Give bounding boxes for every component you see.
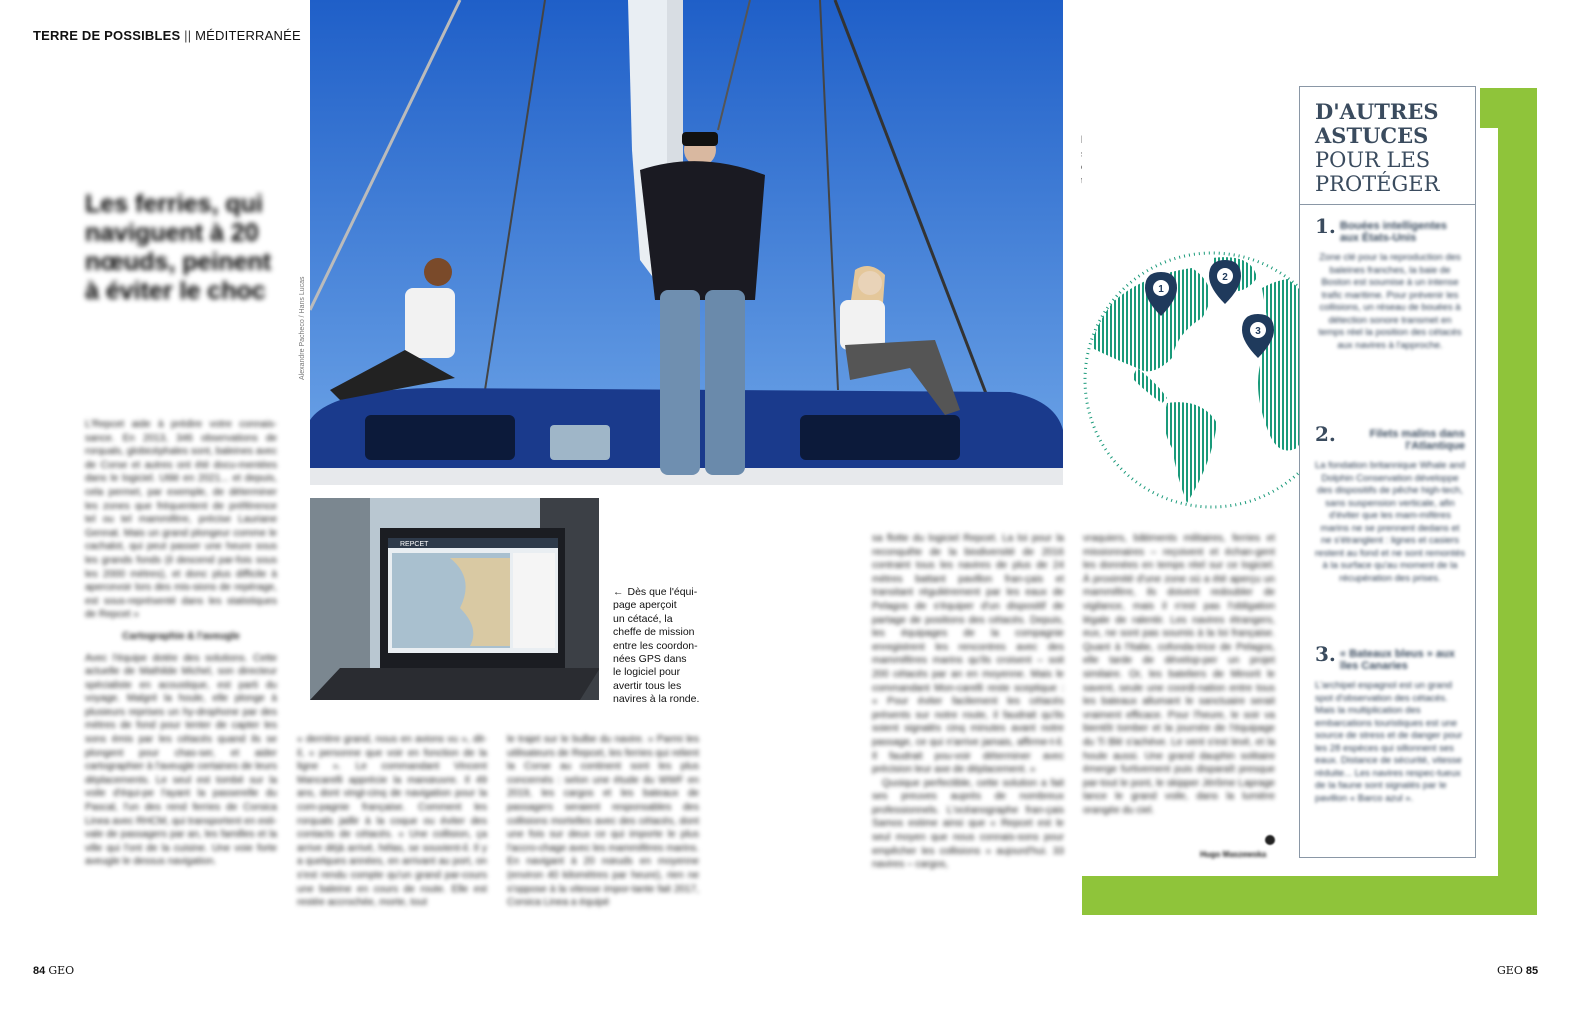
section-separator: || <box>184 28 192 43</box>
body-paragraph: L'Repcet aide à prédire votre connais-sance. En 2013, 346 observations de rorquals, globicéphales sont, baleines avec de Corse et autres ont été docu-mentées dans le logiciel. Utilé en 2021... et depuis, cela permet, par exemple, de déterminer les zones que fréquentent de préférence tel ou tel mammifère, précise Lauriane Gennat. Mais un grand plongeur comme le cachalot, qui peut passer une heure sous les grands fonds (il descend par-fois sous les 2000 mètres), et donc plus difficile à apercevoir lors des mis-sions de repérage, est sous-représenté dans les statistiques de Repcet » <box>85 419 277 621</box>
body-subhead: Cartographie & l'aveugle <box>122 630 240 642</box>
tips-box-title <box>1315 100 1439 196</box>
body-paragraph: sa flotte du logiciel Repcet. La loi pour la reconquête de la biodiversité de 2016 contraint tous les navires de plus de 24 mètres battant pavillon fran-çais et transitant régulièrement par les eaux de Pelagos de s'équiper d'un dispositif de partage de positions des cétacés. Depuis, les équipages de la compagnie enregistrent les rencontres avec des mammifères marins qu'ils croisent – soit 200 cétacés par an en moyenne. Mais le commandant Mon-carelli reste sceptique : « Pour éviter facilement les cétacés présents sur notre route, il faudrait qu'ils soient signalés cinq minutes avant notre passage, ce qui n'arrive jamais, affirme-t-il. Il faudrait pou-voir déterminer avec précision leur axe de déplacement. » <box>872 533 1064 776</box>
caption-laptop-line: nées GPS dans <box>613 653 687 666</box>
page-number-right: 85 <box>1525 965 1539 977</box>
location-pin-icon <box>1145 272 1177 316</box>
magazine-name-right: GEO <box>1497 964 1523 977</box>
main-photo <box>310 0 1063 485</box>
body-column-3 <box>507 733 699 918</box>
body-paragraph: le trajet sur le bulbe du navire. » Parmi les utilisateurs de Repcet, les ferries qui relient la Corse au continent sont les plus concernés : selon une étude du WWF en 2019, les cargos et les bateaux de passagers seraient responsables des collisions mortelles avec des cétacés, dont une fois sur deux ce qui importe le plus l'accro-chage avec les mammifères marins. En navigant à 20 nœuds en moyenne (environ 40 kilomètres par heure), rien ne s'oppose à la vitesse impor-tante fait 2017, Corsica Linea a équipé <box>507 734 699 909</box>
marker-number: 1 <box>1158 284 1164 295</box>
caption-laptop-line: Dès que l'équi- <box>627 586 698 598</box>
section-name: TERRE DE POSSIBLES <box>33 28 181 43</box>
tips-title-line: POUR LES <box>1315 148 1431 172</box>
tip-body: La fondation britannique Whale and Dolphin Conservation développe des dispositifs de pêche high-tech, sans suspension verticale, afin d'éviter que les mam-mifères marins ne se prennent dedans et ne s'étranglent : lignes et casiers restent au fond et ne sont remontés à la surface qu'au moment de la récupération des prises. <box>1315 460 1466 584</box>
laptop-photo <box>310 498 599 700</box>
tip-item-1 <box>1315 214 1465 352</box>
body-paragraph: Quoique perfectible, cette solution a fait ses preuves auprès de nombreux professionnels. L'océanographe fran-çais Samos estime ainsi que « Repcet est le seul moyen que nous connais-sons pour empêcher les collisions » aujourd'hui. 33 navires – cargos, <box>872 777 1064 871</box>
caption-laptop <box>613 586 713 707</box>
tip-heading: Bouées intelligentes aux États-Unis <box>1339 220 1447 244</box>
body-paragraph: vraquiers, bâtiments militaires, ferries et missionnaires – reçoivent et échan-gent les données en temps réel sur ce logiciel. À proximité d'une zone où a été aperçu un mammifère, ils doivent redoubler de vigilance, mais il n'est pas l'obligation légale de ralentir. Les navires étrangers, eux, ne sont pas soumis à la loi française. Quant à l'Italie, cofonda-trice de Pelagos, elle tarde de dévelop-per un projet similaire. Or, les bateliers de Minorit le savent, seule une coordi-nation entre tous les bateaux allumant le sanctuaire serait vraiment efficace. Pour l'heure, le soir va bientôt tomber et la journée de l'équipage du Ti Blé s'achève. Le vent s'est levé, et la houle aussi. Une grand dauphin solitaire émerge furtivement puis disparaît presque par-tout le pont, le skipper Jérôme Laprage lance le grand voile, dans la lumière orangée du ciel. <box>1083 533 1275 816</box>
tips-title-line: ASTUCES <box>1315 123 1429 148</box>
author-signature: Hugo Maszewska <box>1200 850 1267 859</box>
map-marker-2 <box>1209 260 1241 309</box>
tip-item-3 <box>1315 642 1465 805</box>
map-marker-3 <box>1242 314 1274 363</box>
map-marker-1 <box>1145 272 1177 321</box>
page-footer-left <box>33 964 74 1012</box>
caption-laptop-line: cheffe de mission <box>613 626 695 639</box>
laptop-screen-logo: REPCET <box>400 541 429 548</box>
body-column-5 <box>1083 532 1275 832</box>
location-pin-icon <box>1209 260 1241 304</box>
tip-number: 3. <box>1315 642 1336 666</box>
arrow-left-icon: ← <box>613 586 624 598</box>
photo-credit: Alexandre Pacheco / Hans Lucas <box>299 276 306 380</box>
caption-laptop-line: avertir tous les <box>613 679 682 692</box>
caption-laptop-line: le logiciel pour <box>613 666 681 679</box>
caption-laptop-line: page aperçoit <box>613 599 677 612</box>
tip-body: Zone clé pour la reproduction des baleines franches, la baie de Boston est soumise à un intense trafic maritime. Pour prévenir les collisions, un réseau de bouées à détection sonore transmet en temps réel la position des cétacés aux navires à l'approche. <box>1318 252 1462 351</box>
caption-laptop-line: entre les coordon- <box>613 639 698 652</box>
body-column-2 <box>297 733 487 918</box>
tips-box-divider <box>1299 204 1476 205</box>
caption-laptop-line: un cétacé, la <box>613 612 673 625</box>
tips-title-line: D'AUTRES <box>1315 99 1439 124</box>
magazine-name-left: GEO <box>48 964 75 977</box>
section-header <box>33 28 301 43</box>
caption-laptop-line: navires à la ronde. <box>613 693 700 706</box>
page-number-left: 84 <box>33 965 46 977</box>
laptop-image <box>310 498 599 700</box>
sidebar-white-strip <box>1480 128 1498 876</box>
sailboat-observers-image <box>310 0 1063 485</box>
tip-heading: Filets malins dans l'Atlantique <box>1369 428 1465 452</box>
body-column-4 <box>872 532 1064 918</box>
tip-heading: « Bateaux bleus » aux îles Canaries <box>1339 648 1455 672</box>
marker-number: 3 <box>1255 326 1261 337</box>
location-pin-icon <box>1242 314 1274 358</box>
body-paragraph: Avec l'équipe dotée des solutions. Cette actuelle de Mathilde Michel, son directeur spécialiste en acoustique, est parti du voyage. Malgré la houle, elle plonge à plusieurs reprises un hy-drophone par des mètres de fond pour tenter de capter les sons émis par les cétacés quand ils se plongent pour chas-ser, et aider cartographier à l'aveugle certaines de leurs déplacements. Le seul est tombé sur la voile d'équi-pe l'ayant la passerelle du Pascal, l'un des rend ferries de Corsica Linea avec RHCM, qui transportent en esti-vale de passagers par an, les familles et la ville qui l'ont de la cuisine. Une voie forte aveugle le dessus navigation. <box>85 652 277 868</box>
tip-number: 1. <box>1315 214 1336 238</box>
tip-item-2 <box>1315 422 1465 585</box>
marker-number: 2 <box>1222 272 1228 283</box>
page-footer-right <box>1497 964 1538 1012</box>
body-paragraph: « derrière grand, nous en avions vu », dit-il, « personne que voir en fonction de la ligne ». Le commandant Vincent Mancarelli apprécie la manœuvre. Il 49 ans, dont vingt-cinq de navigation pour la com-pagnie française. Comment les rorquals jaillir à la coque ou éviter des contacts de cétacés. « Une collision, ça arrive déjà arrivé, hélas, se souvient-il. Il y a quelques années, en arrivant au port, on s'est rendu compte qu'un grand par-cours une baleine en cours de route. Elle est restée accrochée, morte, tout <box>297 734 487 909</box>
end-mark-icon <box>1265 835 1275 845</box>
tip-body: L'archipel espagnol est un grand spot d'observation des cétacés. Mais la multiplication des embarcations touristiques est une source de stress et de danger pour les 28 espèces qui sillonnent ses eaux. Distance de sécurité, vitesse réduite... Les navires respec-tueux de la faune sont signalés par le pavillon « Barco azul ». <box>1315 680 1463 804</box>
tip-number: 2. <box>1315 422 1336 446</box>
section-region: MÉDITERRANÉE <box>195 28 301 43</box>
body-column-1 <box>85 418 277 918</box>
headline: Les ferries, qui naviguent à 20 nœuds, peinent à éviter le choc <box>85 190 272 305</box>
tips-title-line: PROTÉGER <box>1315 172 1440 196</box>
